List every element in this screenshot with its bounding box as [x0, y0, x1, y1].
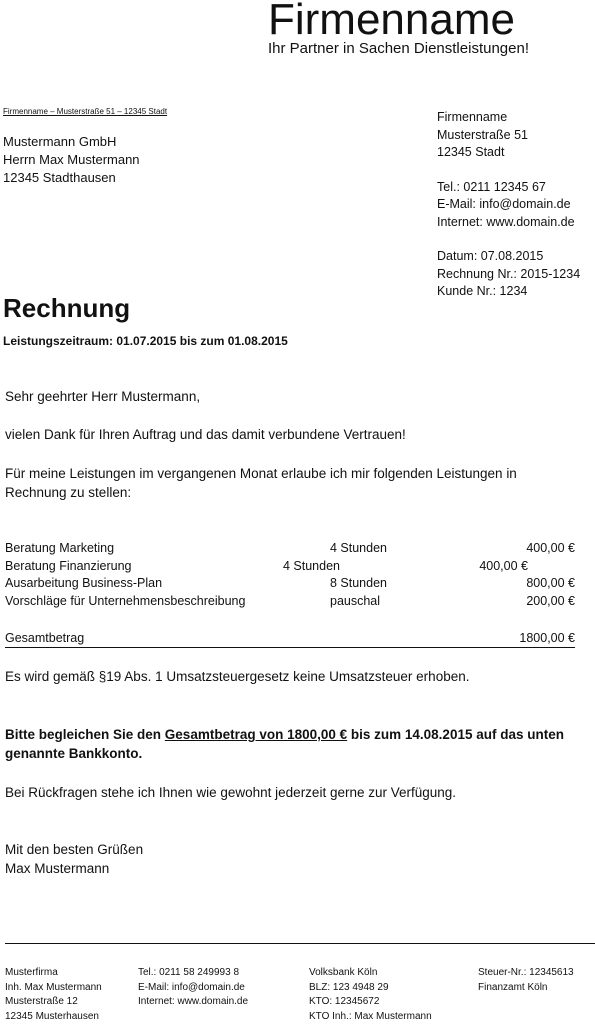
payment-request: [5, 725, 580, 763]
company-name-heading: Firmenname: [268, 0, 515, 44]
document-title: Rechnung: [3, 293, 131, 323]
line-item-row: [5, 558, 575, 576]
item-description: Beratung Finanzierung: [5, 558, 132, 573]
item-price: 400,00 €: [479, 558, 528, 573]
line-item-row: [5, 575, 575, 593]
item-quantity: pauschal: [330, 593, 381, 608]
footer-tax: [478, 966, 574, 995]
line-items: [5, 540, 575, 610]
signature-name: Max Mustermann: [5, 861, 110, 876]
salutation: Sehr geehrter Herr Mustermann,: [5, 389, 201, 404]
item-price: 800,00 €: [526, 576, 575, 590]
service-period: Leistungszeitraum: 01.07.2015 bis zum 01.08.2015: [3, 334, 288, 348]
sender-address-line: Firmenname – Musterstraße 51 – 12345 Stadt: [3, 107, 168, 116]
footer-line: Musterfirma: [5, 967, 58, 978]
recipient-address: [3, 133, 140, 187]
payment-amount: Gesamtbetrag von 1800,00 €: [164, 727, 348, 742]
footer-company: [5, 966, 102, 1024]
item-quantity: 4 Stunden: [330, 541, 387, 555]
line-item-row: [5, 540, 575, 558]
footer-line: KTO Inh.: Max Mustermann: [309, 1010, 432, 1022]
footer-line: Internet: www.domain.de: [138, 996, 249, 1007]
item-price: 400,00 €: [526, 541, 575, 555]
tax-note: Es wird gemäß §19 Abs. 1 Umsatzsteuergesetz keine Umsatzsteuer erhoben.: [5, 669, 470, 684]
thanks-paragraph: vielen Dank für Ihren Auftrag und das damit verbundene Vertrauen!: [5, 427, 406, 442]
footer-line: Tel.: 0211 58 249993 8: [138, 967, 240, 978]
footer-line: 12345 Musterhausen: [5, 1010, 99, 1022]
company-info-web: Internet: www.domain.de: [437, 214, 575, 229]
item-price: 200,00 €: [526, 593, 575, 608]
footer-line: Inh. Max Mustermann: [5, 981, 102, 993]
company-info-name: Firmenname: [437, 110, 508, 124]
company-info-block: [437, 109, 580, 301]
recipient-line: 12345 Stadthausen: [3, 170, 116, 185]
total-label: Gesamtbetrag: [5, 631, 85, 645]
closing-phrase: Mit den besten Grüßen: [5, 842, 144, 857]
company-info-email: E-Mail: info@domain.de: [437, 197, 571, 211]
footer-line: Volksbank Köln: [309, 967, 378, 978]
footer-line: KTO: 12345672: [309, 996, 380, 1007]
item-quantity: 8 Stunden: [330, 576, 387, 590]
footer-line: Steuer-Nr.: 12345613: [478, 967, 574, 978]
footer-bank: [309, 966, 432, 1024]
item-quantity: 4 Stunden: [283, 558, 340, 573]
recipient-line: Mustermann GmbH: [3, 134, 117, 149]
footer-line: Finanzamt Köln: [478, 981, 548, 993]
footer-line: E-Mail: info@domain.de: [138, 981, 245, 993]
total-row: [5, 630, 575, 648]
payment-request-text: Bitte begleichen Sie den: [5, 727, 165, 742]
footer-divider: [5, 943, 595, 944]
company-info-street: Musterstraße 51: [437, 127, 529, 142]
payment-request-text: bis zum 14.08.2015 auf das unten genannte Bankkonto.: [5, 727, 564, 761]
intro-paragraph: Für meine Leistungen im vergangenen Monat erlaube ich mir folgenden Leistungen in Rechnung zu stellen:: [5, 466, 517, 500]
line-item-row: [5, 593, 575, 611]
item-description: Vorschläge für Unternehmensbeschreibung: [5, 593, 246, 608]
footer-line: BLZ: 123 4948 29: [309, 981, 389, 993]
footer-contact: [138, 966, 248, 1010]
company-tagline: Ihr Partner in Sachen Dienstleistungen!: [268, 40, 529, 57]
invoice-date: Datum: 07.08.2015: [437, 249, 544, 263]
recipient-line: Herrn Max Mustermann: [3, 152, 140, 167]
company-info-phone: Tel.: 0211 12345 67: [437, 179, 546, 194]
company-info-city: 12345 Stadt: [437, 145, 505, 159]
invoice-number: Rechnung Nr.: 2015-1234: [437, 266, 581, 281]
questions-paragraph: Bei Rückfragen stehe ich Ihnen wie gewohnt jederzeit gerne zur Verfügung.: [5, 785, 457, 800]
footer-line: Musterstraße 12: [5, 996, 78, 1007]
customer-number: Kunde Nr.: 1234: [437, 284, 528, 298]
total-value: 1800,00 €: [519, 631, 575, 645]
item-description: Ausarbeitung Business-Plan: [5, 576, 163, 590]
item-description: Beratung Marketing: [5, 541, 115, 555]
